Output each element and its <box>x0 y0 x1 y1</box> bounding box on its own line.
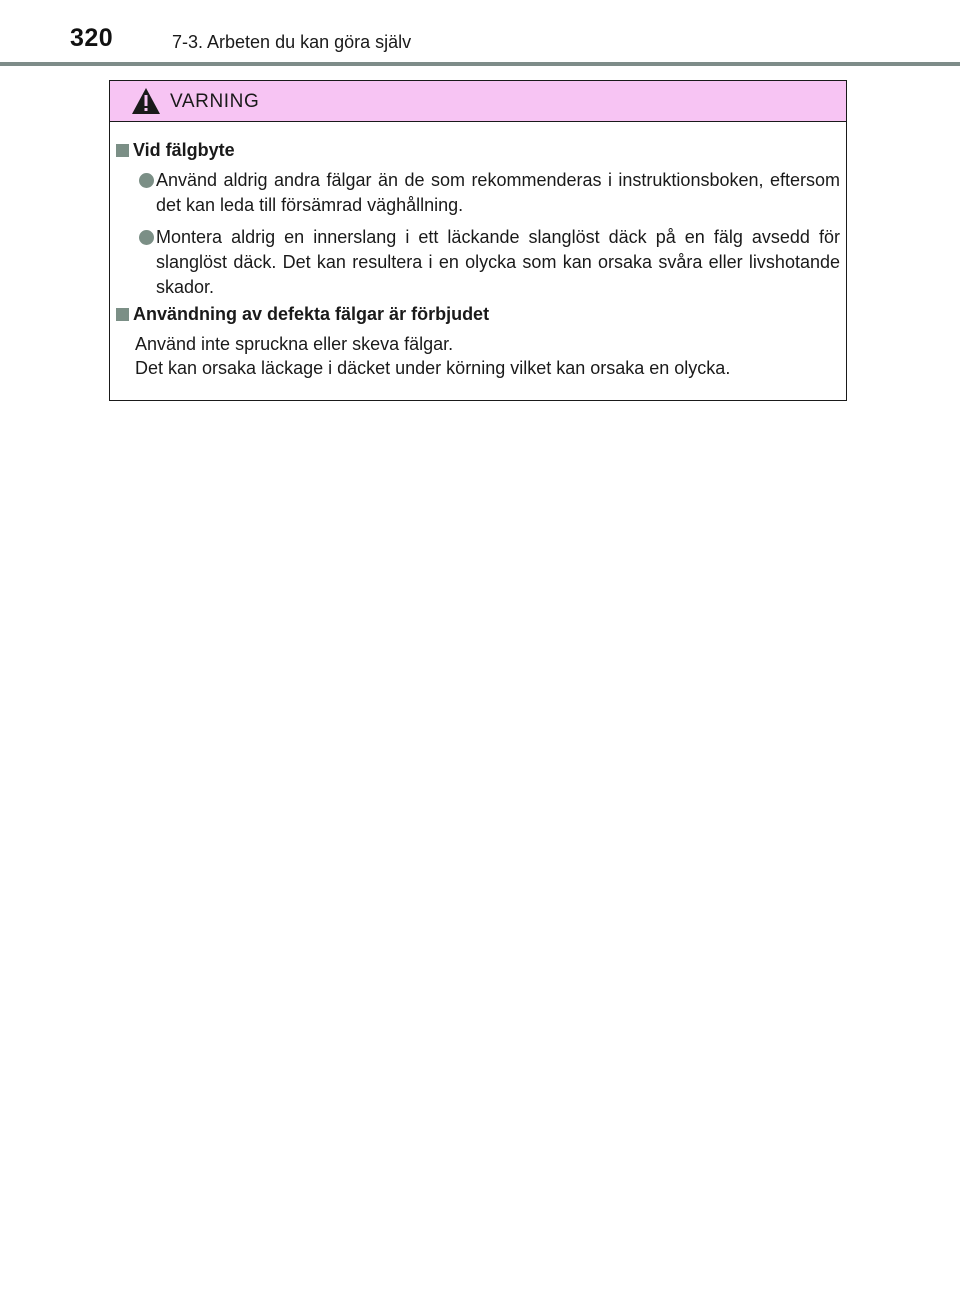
header-divider <box>0 62 960 66</box>
paragraph-line: Det kan orsaka läckage i däcket under körning vilket kan orsaka en olycka. <box>135 358 731 378</box>
page-header <box>0 0 960 66</box>
warning-triangle-icon <box>131 87 161 115</box>
section-heading <box>116 140 235 161</box>
square-bullet-icon <box>116 308 129 321</box>
page-number: 320 <box>70 24 114 52</box>
section-title: 7-3. Arbeten du kan göra själv <box>172 32 412 52</box>
round-bullet-icon <box>139 230 154 245</box>
warning-header <box>110 81 846 122</box>
warning-box <box>109 80 847 401</box>
list-item <box>138 168 840 218</box>
list-item-text: Montera aldrig en innerslang i ett läckande slanglöst däck på en fälg avsedd för slanglöst däck. Det kan resultera i en olycka som kan orsaka svåra eller livshotande skador. <box>156 227 840 297</box>
list-item-text: Använd aldrig andra fälgar än de som rekommenderas i instruktionsboken, eftersom det kan leda till försämrad väghållning. <box>156 170 840 215</box>
section-heading-text: Användning av defekta fälgar är förbjudet <box>133 304 490 324</box>
section-paragraph <box>135 332 840 380</box>
square-bullet-icon <box>116 144 129 157</box>
list-item <box>138 225 840 300</box>
section-heading-text: Vid fälgbyte <box>133 140 235 160</box>
paragraph-line: Använd inte spruckna eller skeva fälgar. <box>135 334 454 354</box>
section-heading <box>116 304 489 325</box>
round-bullet-icon <box>139 173 154 188</box>
warning-title: VARNING <box>170 91 260 112</box>
